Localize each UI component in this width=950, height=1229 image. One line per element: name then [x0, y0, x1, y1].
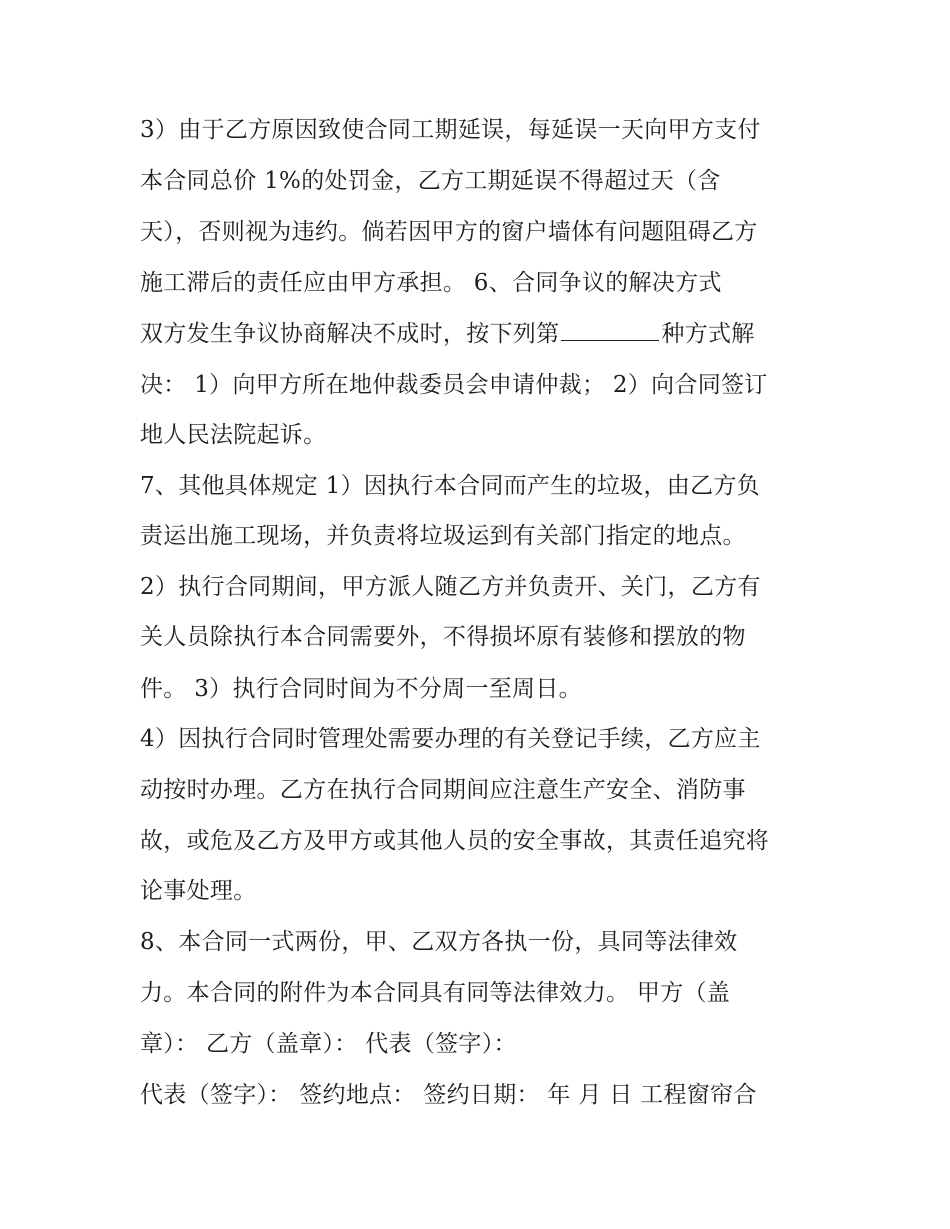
text-line: 故，或危及乙方及甲方或其他人员的安全事故，其责任追究将 — [140, 828, 770, 854]
text-line: 力。本合同的附件为本合同具有同等法律效力。 甲方（盖 — [140, 980, 731, 1006]
text-line: 代表（签字）： 签约地点： 签约日期： 年 月 日 工程窗帘合 — [140, 1082, 757, 1108]
text-line: 责运出施工现场，并负责将垃圾运到有关部门指定的地点。 — [140, 523, 746, 549]
text-line: 施工滞后的责任应由甲方承担。 6、合同争议的解决方式 — [140, 270, 722, 296]
text-line: 地人民法院起诉。 — [140, 422, 327, 448]
text-line: 动按时办理。乙方在执行合同期间应注意生产安全、消防事 — [140, 777, 746, 803]
text-line: 天），否则视为违约。倘若因甲方的窗户墙体有问题阻碍乙方 — [140, 219, 758, 245]
text-line: 关人员除执行本合同需要外，不得损坏原有装修和摆放的物 — [140, 624, 746, 650]
text-segment: 种方式解 — [661, 321, 755, 347]
text-line: 本合同总价 1%的处罚金，乙方工期延误不得超过天（含 — [140, 168, 721, 194]
text-line: 7、其他具体规定 1）因执行本合同而产生的垃圾，由乙方负 — [140, 473, 760, 499]
text-line: 8、本合同一式两份，甲、乙双方各执一份，具同等法律效 — [140, 929, 738, 955]
fill-in-blank[interactable] — [561, 320, 659, 341]
text-segment: 双方发生争议协商解决不成时，按下列第 — [140, 321, 560, 347]
text-line: 章）： 乙方（盖章）： 代表（签字）： — [140, 1031, 517, 1057]
text-line: 决： 1）向甲方所在地仲裁委员会申请仲裁； 2）向合同签订 — [140, 372, 768, 398]
text-line: 件。 3）执行合同时间为不分周一至周日。 — [140, 676, 582, 702]
text-line: 3）由于乙方原因致使合同工期延误，每延误一天向甲方支付 — [140, 117, 761, 143]
text-line: 2）执行合同期间，甲方派人随乙方并负责开、关门，乙方有 — [140, 574, 761, 600]
text-line: 4）因执行合同时管理处需要办理的有关登记手续，乙方应主 — [140, 726, 761, 752]
text-line — [140, 319, 755, 349]
text-line: 论事处理。 — [140, 878, 257, 904]
